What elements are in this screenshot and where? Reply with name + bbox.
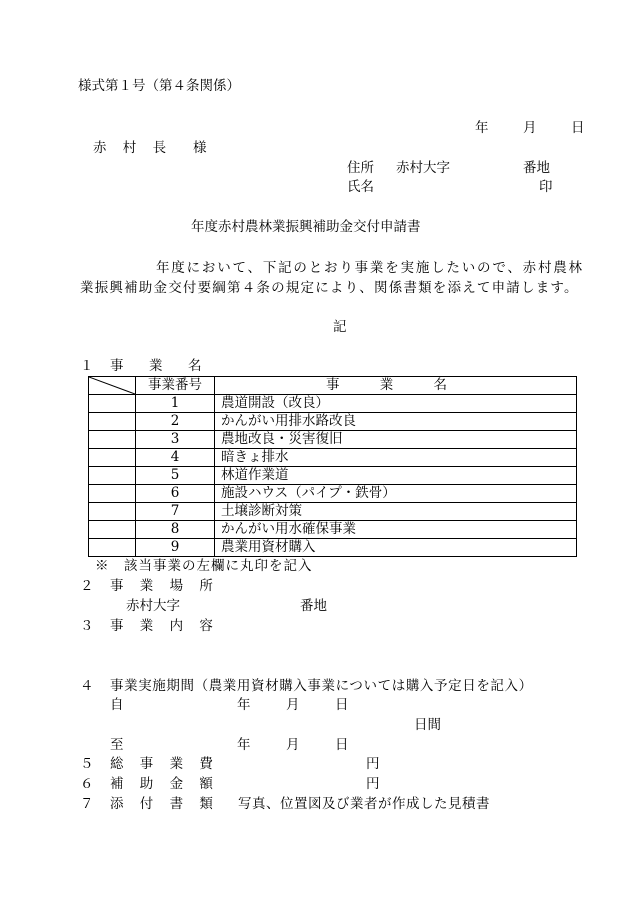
project-number: 2 [136,413,215,431]
date-month: 月 [523,120,537,136]
body-line-2: 業振興補助金交付要綱第４条の規定により、関係書類を添えて申請します。 [80,280,579,296]
project-table [88,376,577,557]
project-number: 7 [136,503,215,521]
s4-to: 至 [110,737,124,753]
project-name: 農地改良・災害復旧 [215,431,577,449]
table-header-name: 事 業 名 [215,377,577,395]
table-header-no: 事業番号 [136,377,215,395]
mark-cell[interactable] [89,503,136,521]
s4-to-month: 月 [286,737,300,753]
date-year: 年 [475,120,489,136]
table-header-mark-cell [89,377,136,395]
body-line-1: 年度において、下記のとおり事業を実施したいので、赤村農林 [156,260,584,276]
address-label: 住所 [347,160,374,176]
s1-number: １ [80,358,94,374]
table-row [89,467,577,485]
s2-label: 事 業 場 所 [110,578,219,594]
s2-lot: 番地 [300,598,327,614]
project-name: 農道開設（改良） [215,395,577,413]
mark-cell[interactable] [89,467,136,485]
s6-label: 補 助 金 額 [110,776,219,792]
addressee-suffix: 様 [193,140,207,156]
project-number: 9 [136,539,215,557]
table-row [89,395,577,413]
table-row [89,485,577,503]
project-name: かんがい用排水路改良 [215,413,577,431]
table-row [89,503,577,521]
project-number: 8 [136,521,215,539]
project-name: 施設ハウス（パイプ・鉄骨） [215,485,577,503]
s6-number: ６ [80,776,94,792]
s4-from: 自 [110,697,124,713]
project-name: 林道作業道 [215,467,577,485]
mark-cell[interactable] [89,413,136,431]
form-label: 様式第１号（第４条関係） [78,78,240,94]
project-number: 4 [136,449,215,467]
table-row [89,539,577,557]
table-header-row [89,377,577,395]
date-day: 日 [571,120,585,136]
s4-label: 事業実施期間（農業用資材購入事業については購入予定日を記入） [110,678,533,694]
ki-heading: 記 [333,319,347,335]
project-name: 農業用資材購入 [215,539,577,557]
s5-unit: 円 [366,756,380,772]
project-name: 土壌診断対策 [215,503,577,521]
s1-label: 事 業 名 [110,358,208,374]
s4-days: 日間 [414,717,441,733]
s5-label: 総 事 業 費 [110,756,219,772]
s5-number: ５ [80,756,94,772]
s2-address: 赤村大字 [126,598,180,614]
project-name: かんがい用水確保事業 [215,521,577,539]
s7-number: ７ [80,796,94,812]
document-title: 年度赤村農林業振興補助金交付申請書 [191,219,421,235]
s4-to-year: 年 [237,737,251,753]
table-note: ※ 該当事業の左欄に丸印を記入 [95,558,313,574]
table-row [89,413,577,431]
address-value: 赤村大字 [396,160,450,176]
s2-number: ２ [80,578,94,594]
mark-cell[interactable] [89,539,136,557]
mark-cell[interactable] [89,449,136,467]
name-label: 氏名 [347,179,374,195]
mark-cell[interactable] [89,485,136,503]
project-name: 暗きょ排水 [215,449,577,467]
table-row [89,521,577,539]
project-number: 6 [136,485,215,503]
s4-to-day: 日 [335,737,349,753]
diagonal-slash [89,377,135,394]
table-row [89,449,577,467]
table-row [89,431,577,449]
s3-number: ３ [80,618,94,634]
s4-from-month: 月 [286,697,300,713]
s3-label: 事 業 内 容 [110,618,219,634]
s7-label: 添 付 書 類 [110,796,219,812]
mark-cell[interactable] [89,395,136,413]
mark-cell[interactable] [89,431,136,449]
project-number: 5 [136,467,215,485]
s6-unit: 円 [366,776,380,792]
s4-number: ４ [80,678,94,694]
s4-from-day: 日 [335,697,349,713]
mark-cell[interactable] [89,521,136,539]
s4-from-year: 年 [237,697,251,713]
s7-value: 写真、位置図及び業者が作成した見積書 [238,796,490,812]
seal-label: 印 [539,179,553,195]
project-number: 3 [136,431,215,449]
lot-label: 番地 [523,160,550,176]
project-number: 1 [136,395,215,413]
addressee: 赤 村 長 [93,140,173,156]
